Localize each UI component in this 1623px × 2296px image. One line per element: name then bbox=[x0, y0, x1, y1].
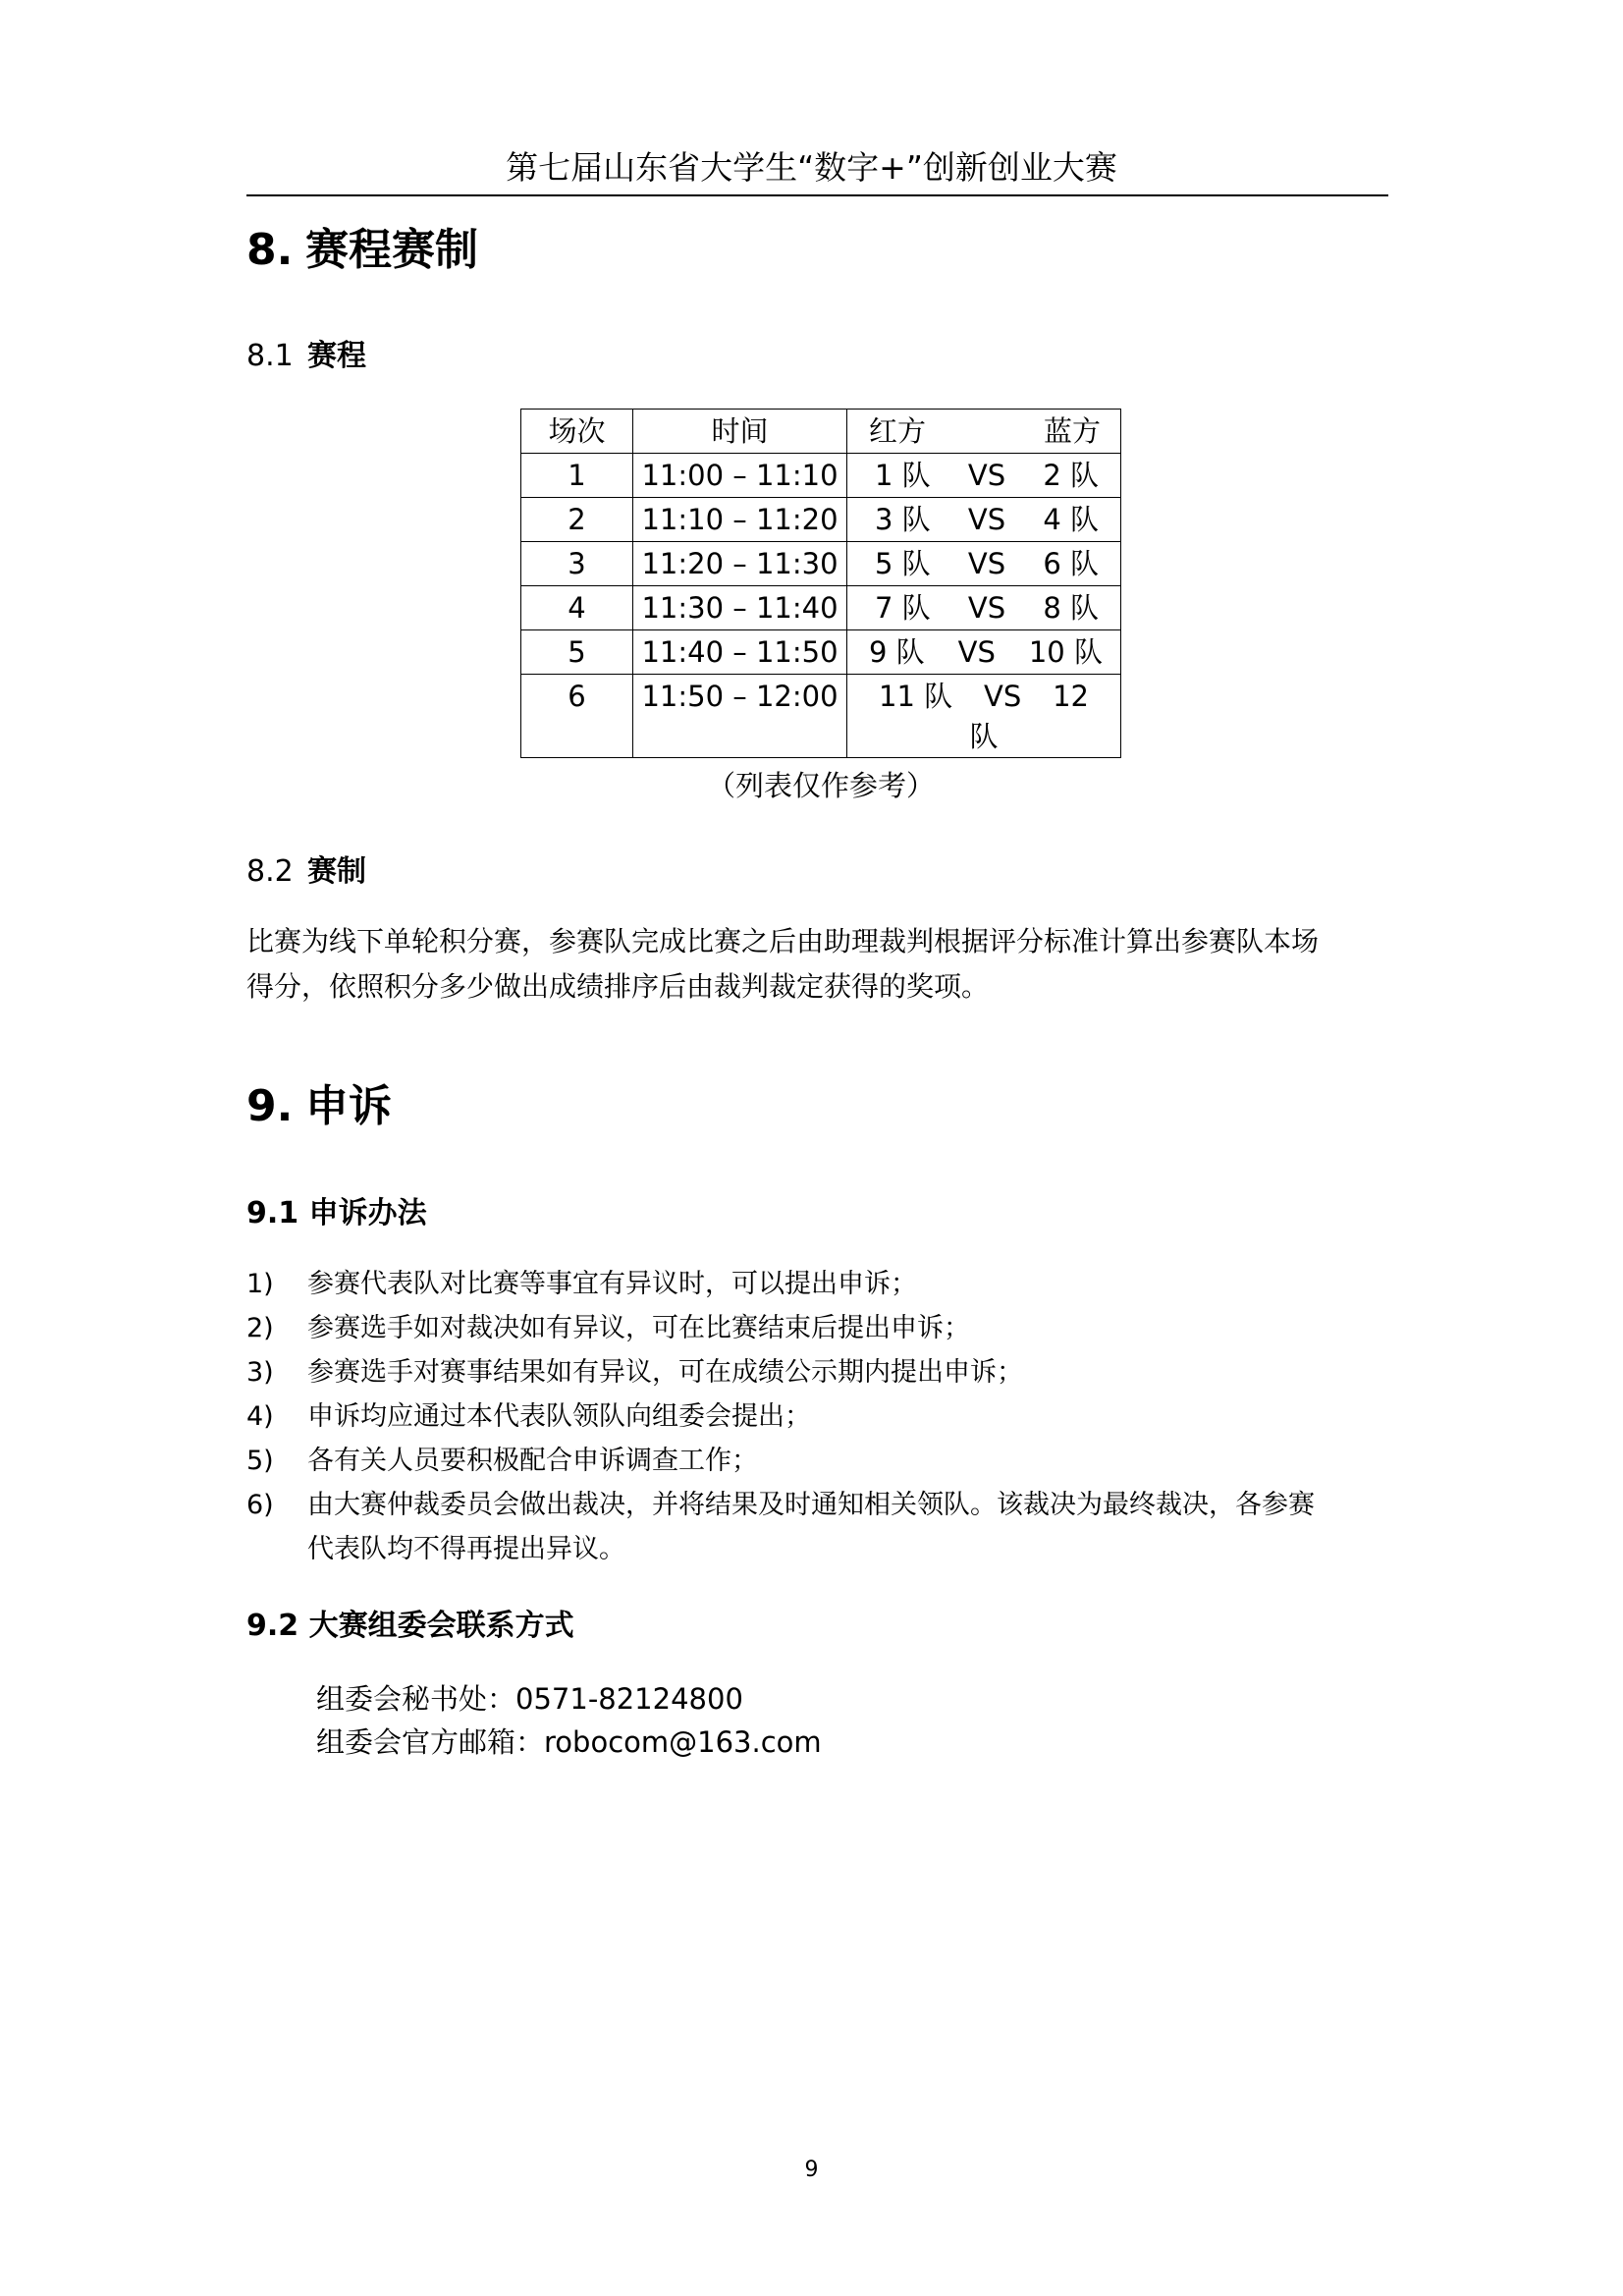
section-9-number: 9. bbox=[246, 1081, 294, 1131]
round-no: 3 bbox=[521, 542, 633, 586]
table-row bbox=[521, 630, 1121, 675]
item-number: 6) bbox=[246, 1490, 274, 1520]
item-number: 5) bbox=[246, 1446, 274, 1476]
contact-phone bbox=[316, 1677, 743, 1721]
header-blue: 蓝方 bbox=[1043, 414, 1101, 448]
item-text: 各有关人员要积极配合申诉调查工作； bbox=[307, 1446, 758, 1476]
match-cell bbox=[847, 498, 1121, 542]
header-round: 场次 bbox=[521, 410, 633, 454]
blue-team-wrap: 队 bbox=[969, 720, 999, 753]
section-9-title: 申诉 bbox=[305, 1081, 392, 1131]
table-row bbox=[521, 498, 1121, 542]
section-8-heading bbox=[246, 214, 478, 277]
vs-label: VS bbox=[967, 503, 1006, 536]
paragraph-line: 比赛为线下单轮积分赛，参赛队完成比赛之后由助理裁判根据评分标准计算出参赛队本场 bbox=[246, 925, 1320, 957]
vs-label: VS bbox=[967, 591, 1006, 625]
section-9-heading bbox=[246, 1070, 392, 1133]
blue-team: 4 队 bbox=[1043, 503, 1099, 536]
round-no: 5 bbox=[521, 630, 633, 675]
item-number: 1) bbox=[246, 1269, 274, 1299]
match-time: 11:40 – 11:50 bbox=[633, 630, 847, 675]
match-time: 11:20 – 11:30 bbox=[633, 542, 847, 586]
red-team: 9 队 bbox=[869, 635, 925, 669]
vs-label: VS bbox=[967, 459, 1006, 492]
item-text: 参赛代表队对比赛等事宜有异议时，可以提出申诉； bbox=[307, 1269, 917, 1299]
list-item bbox=[246, 1439, 1395, 1483]
list-item bbox=[246, 1394, 1395, 1439]
match-time: 11:10 – 11:20 bbox=[633, 498, 847, 542]
item-text: 参赛选手对赛事结果如有异议，可在成绩公示期内提出申诉； bbox=[307, 1357, 1023, 1388]
section-9-1-heading: 9.1 申诉办法 bbox=[246, 1196, 427, 1230]
match-cell bbox=[847, 542, 1121, 586]
section-8-1-heading bbox=[246, 331, 366, 374]
header-rule bbox=[246, 194, 1388, 196]
red-team: 11 队 bbox=[879, 680, 953, 713]
red-team: 1 队 bbox=[875, 459, 931, 492]
match-time: 11:30 – 11:40 bbox=[633, 586, 847, 630]
list-item bbox=[246, 1483, 1395, 1571]
appeal-list bbox=[246, 1262, 1395, 1571]
list-item bbox=[246, 1306, 1395, 1350]
competition-format-paragraph bbox=[246, 919, 1395, 1010]
red-team: 5 队 bbox=[875, 547, 931, 580]
round-no: 1 bbox=[521, 454, 633, 498]
item-number: 2) bbox=[246, 1313, 274, 1343]
vs-label: VS bbox=[957, 635, 996, 669]
vs-label: VS bbox=[983, 680, 1022, 713]
match-time: 11:50 – 12:00 bbox=[633, 675, 847, 758]
blue-team: 2 队 bbox=[1043, 459, 1099, 492]
section-8-title: 赛程赛制 bbox=[305, 225, 478, 275]
blue-team: 10 队 bbox=[1028, 635, 1103, 669]
table-row bbox=[521, 675, 1121, 758]
header-time: 时间 bbox=[633, 410, 847, 454]
vs-label: VS bbox=[967, 547, 1006, 580]
page-header-title: 第七届山东省大学生“数字+”创新创业大赛 bbox=[506, 148, 1117, 187]
contact-email bbox=[316, 1721, 822, 1764]
blue-team: 12 bbox=[1053, 680, 1089, 713]
item-number: 4) bbox=[246, 1401, 274, 1432]
round-no: 4 bbox=[521, 586, 633, 630]
blue-team: 8 队 bbox=[1043, 591, 1099, 625]
section-8-number: 8. bbox=[246, 225, 294, 275]
schedule-table bbox=[520, 409, 1121, 758]
table-row bbox=[521, 542, 1121, 586]
section-8-1-number: 8.1 bbox=[246, 339, 294, 373]
paragraph-line: 得分，依照积分多少做出成绩排序后由裁判裁定获得的奖项。 bbox=[246, 970, 990, 1003]
schedule-header-row bbox=[521, 410, 1121, 454]
item-text: 由大赛仲裁委员会做出裁决，并将结果及时通知相关领队。该裁决为最终裁决，各参赛 bbox=[307, 1490, 1315, 1520]
table-row bbox=[521, 586, 1121, 630]
red-team: 7 队 bbox=[875, 591, 931, 625]
section-8-2-number: 8.2 bbox=[246, 854, 294, 889]
list-item bbox=[246, 1350, 1395, 1394]
table-row bbox=[521, 454, 1121, 498]
match-cell bbox=[847, 586, 1121, 630]
item-text-group bbox=[307, 1483, 1395, 1571]
match-cell bbox=[847, 675, 1121, 758]
match-time: 11:00 – 11:10 bbox=[633, 454, 847, 498]
round-no: 6 bbox=[521, 675, 633, 758]
item-text: 参赛选手如对裁决如有异议，可在比赛结束后提出申诉； bbox=[307, 1313, 970, 1343]
red-team: 3 队 bbox=[875, 503, 931, 536]
item-text-continued: 代表队均不得再提出异议。 bbox=[307, 1534, 625, 1564]
section-8-1-title: 赛程 bbox=[307, 339, 366, 373]
email-label: 组委会官方邮箱： bbox=[316, 1725, 545, 1759]
item-number: 3) bbox=[246, 1357, 274, 1388]
table-caption: （列表仅作参考） bbox=[706, 769, 935, 802]
phone-value: 0571-82124800 bbox=[515, 1682, 743, 1716]
item-text: 申诉均应通过本代表队领队向组委会提出； bbox=[307, 1401, 811, 1432]
header-sides bbox=[847, 410, 1121, 454]
blue-team: 6 队 bbox=[1043, 547, 1099, 580]
match-cell bbox=[847, 630, 1121, 675]
page-number: 9 bbox=[804, 2158, 819, 2182]
phone-label: 组委会秘书处： bbox=[316, 1682, 516, 1716]
email-value: robocom@163.com bbox=[544, 1725, 822, 1759]
section-9-2-heading: 9.2 大赛组委会联系方式 bbox=[246, 1609, 574, 1643]
list-item bbox=[246, 1262, 1395, 1306]
round-no: 2 bbox=[521, 498, 633, 542]
section-8-2-title: 赛制 bbox=[307, 854, 366, 889]
section-8-2-heading bbox=[246, 847, 366, 890]
match-cell bbox=[847, 454, 1121, 498]
header-red: 红方 bbox=[869, 414, 927, 448]
